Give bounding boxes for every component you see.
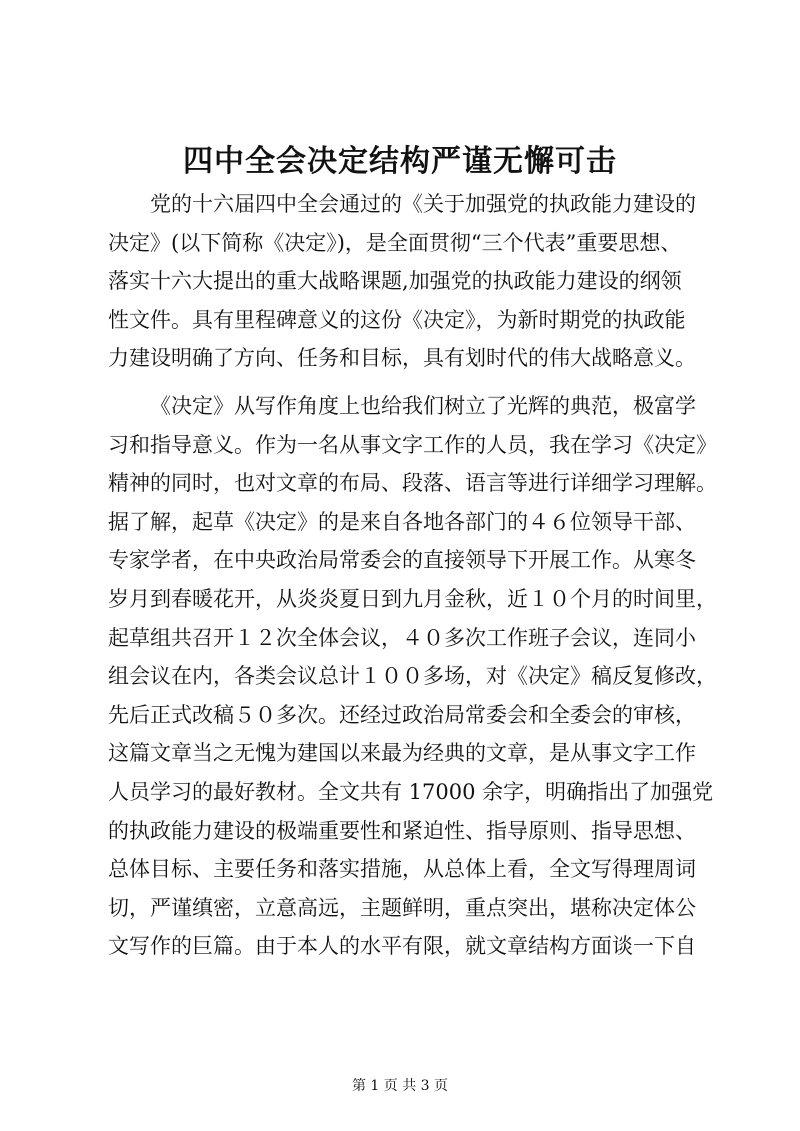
- paragraph-line: 的执政能力建设的极端重要性和紧迫性、指导原则、指导思想、: [108, 818, 696, 843]
- paragraph-line: 决定》(以下简称《决定》)，是全面贯彻“三个代表”重要思想、: [108, 230, 682, 255]
- paragraph-line: 专家学者，在中央政治局常委会的直接领导下开展工作。从寒冬: [108, 548, 696, 573]
- paragraph-line: 精神的同时，也对文章的布局、段落、语言等进行详细学习理解。: [108, 471, 717, 496]
- paragraph-line: 组会议在内，各类会议总计１００多场，对《决定》稿反复修改，: [108, 664, 717, 689]
- paragraph-line: 《决定》从写作角度上也给我们树立了光辉的典范，极富学: [150, 393, 696, 418]
- paragraph-1: [108, 185, 708, 378]
- paragraph-line: 总体目标、主要任务和落实措施，从总体上看，全文写得理周词: [108, 857, 696, 882]
- page-footer: 第 1 页 共 3 页: [351, 1078, 449, 1094]
- document-body: [108, 185, 717, 966]
- document-title: 四中全会决定结构严谨无懈可击: [183, 144, 617, 179]
- paragraph-line: 党的十六届四中全会通过的《关于加强党的执政能力建设的: [150, 192, 696, 216]
- paragraph-line: 岁月到春暖花开，从炎炎夏日到九月金秋，近１０个月的时间里，: [108, 586, 717, 611]
- paragraph-2: [108, 387, 717, 966]
- paragraph-line: 先后正式改稿５０多次。还经过政治局常委会和全委会的审核，: [108, 702, 696, 727]
- paragraph-line: 人员学习的最好教材。全文共有 17000 余字，明确指出了加强党: [108, 779, 714, 804]
- paragraph-line: 这篇文章当之无愧为建国以来最为经典的文章，是从事文字工作: [108, 741, 696, 766]
- paragraph-line: 据了解，起草《决定》的是来自各地各部门的４６位领导干部、: [108, 509, 696, 534]
- paragraph-line: 力建设明确了方向、任务和目标，具有划时代的伟大战略意义。: [108, 346, 696, 371]
- paragraph-line: 切，严谨缜密，立意高远，主题鲜明，重点突出，堪称决定体公: [108, 895, 696, 920]
- paragraph-line: 性文件。具有里程碑意义的这份《决定》，为新时期党的执政能: [108, 307, 686, 332]
- paragraph-line: 落实十六大提出的重大战略课题,加强党的执政能力建设的纲领: [108, 269, 682, 294]
- paragraph-line: 起草组共召开１２次全体会议，４０多次工作班子会议，连同小: [108, 625, 696, 650]
- paragraph-spacer: [108, 378, 708, 387]
- paragraph-line: 文写作的巨篇。由于本人的水平有限，就文章结构方面谈一下自: [108, 934, 696, 959]
- paragraph-line: 习和指导意义。作为一名从事文字工作的人员，我在学习《决定》: [108, 432, 717, 457]
